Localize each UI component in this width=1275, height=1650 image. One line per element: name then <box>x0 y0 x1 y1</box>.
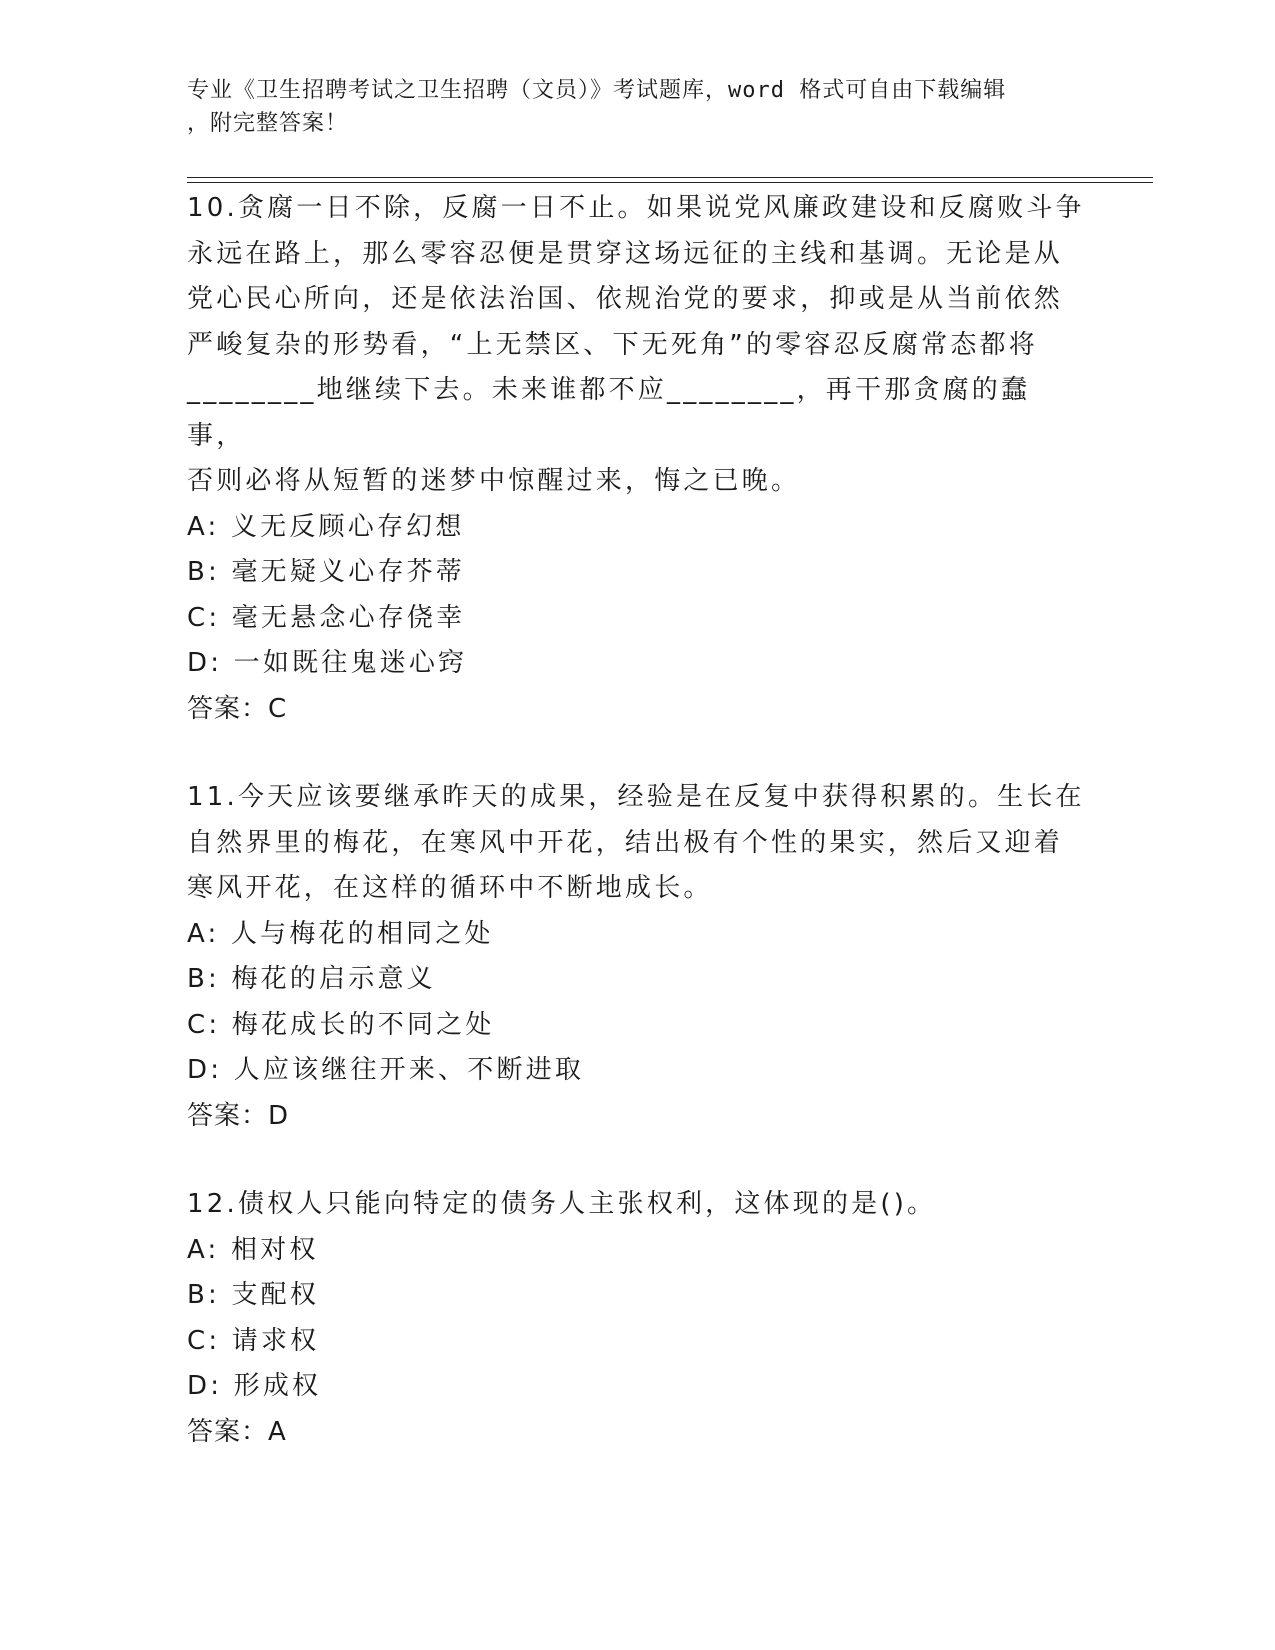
question-stem-line: 否则必将从短暂的迷梦中惊醒过来，悔之已晚。 <box>187 466 801 496</box>
header-divider-bottom <box>187 182 1153 183</box>
question-stem-line: 寒风开花，在这样的循环中不断地成长。 <box>187 873 713 903</box>
option-c: C: 请求权 <box>187 1325 320 1356</box>
question-stem-line: 12.债权人只能向特定的债务人主张权利，这体现的是()。 <box>187 1189 937 1219</box>
header-line-2: ，附完整答案！ <box>187 111 349 136</box>
document-header <box>187 74 1067 140</box>
header-line-1: 专业《卫生招聘考试之卫生招聘（文员）》考试题库，word 格式可自由下载编辑 <box>187 78 1007 103</box>
question-list <box>187 186 1087 1498</box>
question-stem-line: 永远在路上，那么零容忍便是贯穿这场远征的主线和基调。无论是从 <box>187 238 1064 269</box>
answer-label: 答案：A <box>187 1416 287 1447</box>
answer-label: 答案：D <box>187 1100 290 1131</box>
header-divider-top <box>187 177 1153 178</box>
option-a: A: 相对权 <box>187 1234 319 1265</box>
option-b: B: 支配权 <box>187 1280 320 1310</box>
question-12 <box>187 1182 1087 1455</box>
question-stem-line: 11.今天应该要继承昨天的成果，经验是在反复中获得积累的。生长在 <box>187 782 1085 812</box>
question-stem-line: 自然界里的梅花，在寒风中开花，结出极有个性的果实，然后又迎着 <box>187 827 1064 858</box>
question-stem-line: 严峻复杂的形势看，“上无禁区、下无死角”的零容忍反腐常态都将 <box>187 329 1038 360</box>
option-d: D: 形成权 <box>187 1371 322 1401</box>
option-a: A: 义无反顾心存幻想 <box>187 511 465 542</box>
question-stem-line: 10.贪腐一日不除，反腐一日不止。如果说党风廉政建设和反腐败斗争 <box>187 193 1085 223</box>
answer-label: 答案：C <box>187 693 288 724</box>
option-b: B: 毫无疑义心存芥蒂 <box>187 557 466 587</box>
option-a: A: 人与梅花的相同之处 <box>187 918 494 949</box>
option-c: C: 梅花成长的不同之处 <box>187 1009 495 1040</box>
option-d: D: 人应该继往开来、不断进取 <box>187 1055 585 1085</box>
option-c: C: 毫无悬念心存侥幸 <box>187 602 466 633</box>
option-b: B: 梅花的启示意义 <box>187 964 436 994</box>
option-d: D: 一如既往鬼迷心窍 <box>187 648 468 678</box>
question-stem-line: ________地继续下去。未来谁都不应________，再干那贪腐的蠢事， <box>187 375 1031 451</box>
question-10 <box>187 186 1087 732</box>
question-11 <box>187 775 1087 1139</box>
question-stem-line: 党心民心所向，还是依法治国、依规治党的要求，抑或是从当前依然 <box>187 284 1064 314</box>
